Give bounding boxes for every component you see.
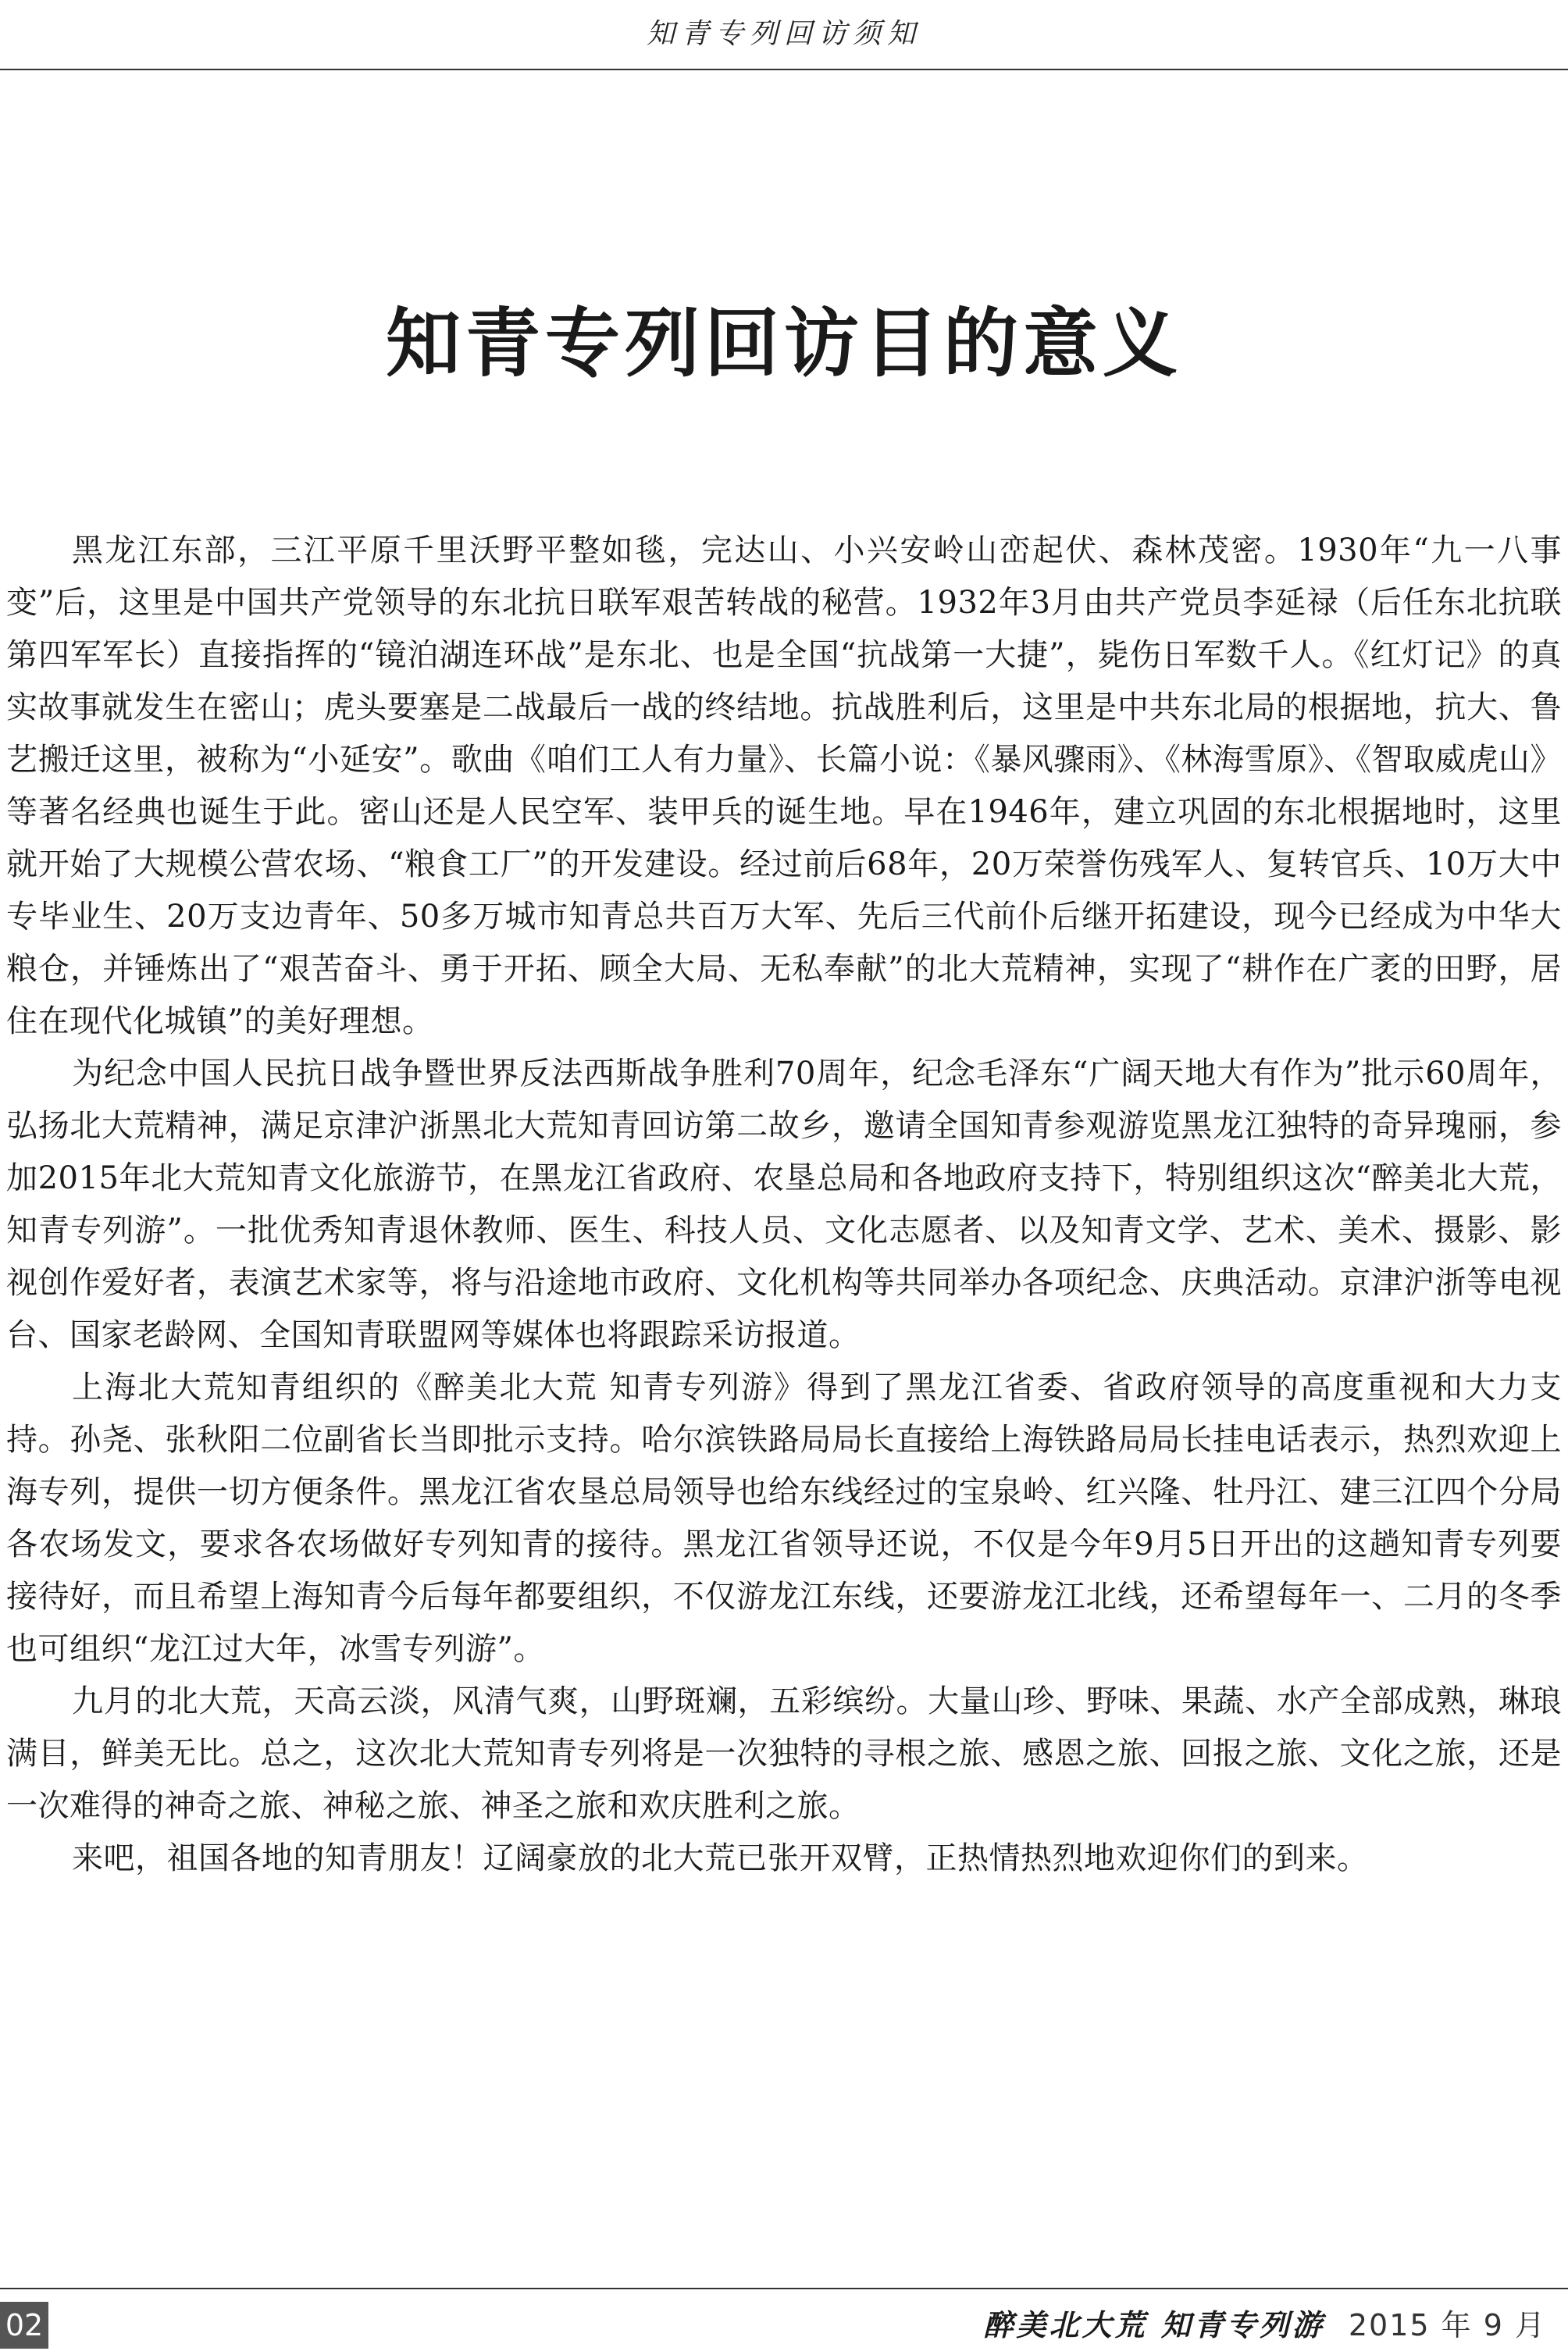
article-title: 知青专列回访目的意义 — [386, 300, 1182, 387]
article-body — [6, 525, 1562, 1885]
page-number: 02 — [0, 2302, 48, 2349]
running-header: 知青专列回访须知 — [646, 18, 921, 50]
issue-date: 2015 年 9 月 — [1348, 2308, 1546, 2342]
header-divider — [0, 69, 1568, 70]
publication-name: 醉美北大荒 知青专列游 — [983, 2307, 1325, 2342]
paragraph-2: 为纪念中国人民抗日战争暨世界反法西斯战争胜利70周年，纪念毛泽东“广阔天地大有作为”批示60周年，弘扬北大荒精神，满足京津沪浙黑北大荒知青回访第二故乡，邀请全国知青参观游览黑龙江独特的奇异瑰丽，参加2015年北大荒知青文化旅游节，在黑龙江省政府、农垦总局和各地政府支持下，特别组织这次“醉美北大荒，知青专列游”。一批优秀知青退休教师、医生、科技人员、文化志愿者、以及知青文学、艺术、美术、摄影、影视创作爱好者，表演艺术家等，将与沿途地市政府、文化机构等共同举办各项纪念、庆典活动。京津沪浙等电视台、国家老龄网、全国知青联盟网等媒体也将跟踪采访报道。 — [6, 1056, 1562, 1353]
paragraph-3: 上海北大荒知青组织的《醉美北大荒 知青专列游》得到了黑龙江省委、省政府领导的高度重视和大力支持。孙尧、张秋阳二位副省长当即批示支持。哈尔滨铁路局局长直接给上海铁路局局长挂电话表示，热烈欢迎上海专列，提供一切方便条件。黑龙江省农垦总局领导也给东线经过的宝泉岭、红兴隆、牡丹江、建三江四个分局各农场发文，要求各农场做好专列知青的接待。黑龙江省领导还说，不仅是今年9月5日开出的这趟知青专列要接待好，而且希望上海知青今后每年都要组织，不仅游龙江东线，还要游龙江北线，还希望每年一、二月的冬季也可组织“龙江过大年，冰雪专列游”。 — [6, 1370, 1562, 1667]
paragraph-1: 黑龙江东部，三江平原千里沃野平整如毯，完达山、小兴安岭山峦起伏、森林茂密。1930年“九一八事变”后，这里是中国共产党领导的东北抗日联军艰苦转战的秘营。1932年3月由共产党员李延禄（后任东北抗联第四军军长）直接指挥的“镜泊湖连环战”是东北、也是全国“抗战第一大捷”，毙伤日军数千人。《红灯记》的真实故事就发生在密山；虎头要塞是二战最后一战的终结地。抗战胜利后，这里是中共东北局的根据地，抗大、鲁艺搬迁这里，被称为“小延安”。歌曲《咱们工人有力量》、长篇小说：《暴风骤雨》、《林海雪原》、《智取威虎山》等著名经典也诞生于此。密山还是人民空军、装甲兵的诞生地。早在1946年，建立巩固的东北根据地时，这里就开始了大规模公营农场、“粮食工厂”的开发建设。经过前后68年，20万荣誉伤残军人、复转官兵、10万大中专毕业生、20万支边青年、50多万城市知青总共百万大军、先后三代前仆后继开拓建设，现今已经成为中华大粮仓，并锤炼出了“艰苦奋斗、勇于开拓、顾全大局、无私奉献”的北大荒精神，实现了“耕作在广袤的田野，居住在现代化城镇”的美好理想。 — [6, 533, 1562, 1039]
paragraph-4: 九月的北大荒，天高云淡，风清气爽，山野斑斓，五彩缤纷。大量山珍、野味、果蔬、水产全部成熟，琳琅满目，鲜美无比。总之，这次北大荒知青专列将是一次独特的寻根之旅、感恩之旅、回报之旅、文化之旅，还是一次难得的神奇之旅、神秘之旅、神圣之旅和欢庆胜利之旅。 — [6, 1683, 1562, 1824]
paragraph-5: 来吧，祖国各地的知青朋友！辽阔豪放的北大荒已张开双臂，正热情热烈地欢迎你们的到来。 — [72, 1840, 1369, 1876]
footer-info — [984, 2302, 1546, 2349]
footer-divider — [0, 2288, 1568, 2289]
